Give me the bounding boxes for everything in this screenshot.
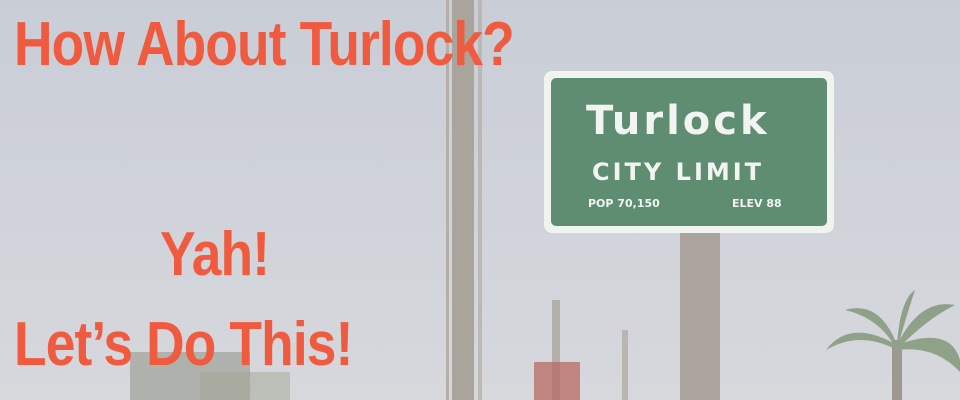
palm-tree [826, 290, 960, 400]
sign-city-name: Turlock [586, 98, 770, 144]
exclamation-text: Yah! [160, 220, 270, 289]
sign-population: POP 70,150 [588, 197, 660, 210]
sign-post [680, 228, 720, 400]
sign-city-limit-label: CITY LIMIT [592, 158, 765, 186]
sign-elevation: ELEV 88 [732, 197, 782, 210]
headline-text: How About Turlock? [14, 10, 514, 79]
distant-red-sign [534, 362, 580, 400]
call-to-action-text: Let’s Do This! [14, 310, 353, 379]
